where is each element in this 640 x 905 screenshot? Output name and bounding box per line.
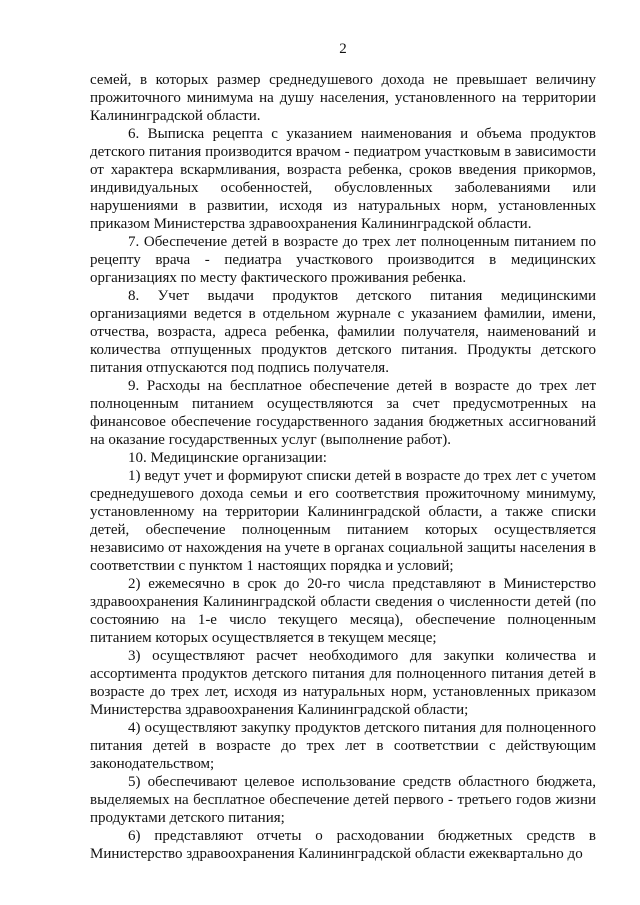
- paragraph: 7. Обеспечение детей в возрасте до трех лет полноценным питанием по рецепту врача - педиатра участкового производится в медицинских организациях по месту фактического проживания ребенка.: [90, 234, 596, 286]
- page-number: 2: [339, 41, 347, 57]
- paragraph: 10. Медицинские организации:: [128, 450, 327, 466]
- paragraph: 6. Выписка рецепта с указанием наименования и объема продуктов детского питания производится врачом - педиатром участковым в зависимости от характера вскармливания, возраста ребенка, сроков введения прикормов, индивидуальных особенностей, обусловленных заболеваниями или нарушениями в развитии, исходя из натуральных норм, установленных приказом Министерства здравоохранения Калининградской области.: [90, 126, 596, 232]
- paragraph: 8. Учет выдачи продуктов детского питания медицинскими организациями ведется в отдельном журнале с указанием фамилии, имени, отчества, возраста, адреса ребенка, фамилии получателя, наименований и количества отпущенных продуктов детского питания. Продукты детского питания отпускаются под подпись получателя.: [90, 288, 596, 376]
- paragraph: 6) представляют отчеты о расходовании бюджетных средств в Министерство здравоохранения Калининградской области ежеквартально до: [90, 828, 596, 862]
- paragraph: 9. Расходы на бесплатное обеспечение детей в возрасте до трех лет полноценным питанием осуществляются за счет предусмотренных на финансовое обеспечение государственного задания бюджетных ассигнований на оказание государственных услуг (выполнение работ).: [90, 378, 596, 448]
- paragraph: 5) обеспечивают целевое использование средств областного бюджета, выделяемых на бесплатное обеспечение детей первого - третьего годов жизни продуктами детского питания;: [90, 774, 596, 826]
- paragraph: 1) ведут учет и формируют списки детей в возрасте до трех лет с учетом среднедушевого дохода семьи и его соответствия прожиточному минимуму, установленному на территории Калининградской области, а также списки детей, обеспечение полноценным питанием которых осуществляется независимо от нахождения на учете в органах социальной защиты населения в соответствии с пунктом 1 настоящих порядка и условий;: [90, 468, 596, 574]
- paragraph: 3) осуществляют расчет необходимого для закупки количества и ассортимента продуктов детского питания для полноценного питания детей в возрасте до трех лет, исходя из натуральных норм, установленных приказом Министерства здравоохранения Калининградской области;: [90, 648, 596, 718]
- paragraph: семей, в которых размер среднедушевого дохода не превышает величину прожиточного минимума на душу населения, установленного на территории Калининградской области.: [90, 72, 596, 124]
- paragraph: 2) ежемесячно в срок до 20-го числа представляют в Министерство здравоохранения Калининградской области сведения о численности детей (по состоянию на 1-е число текущего месяца), обеспечение полноценным питанием которых осуществляется в текущем месяце;: [90, 576, 596, 646]
- paragraph: 4) осуществляют закупку продуктов детского питания для полноценного питания детей в возрасте до трех лет в соответствии с действующим законодательством;: [90, 720, 596, 772]
- document-body: [90, 71, 596, 863]
